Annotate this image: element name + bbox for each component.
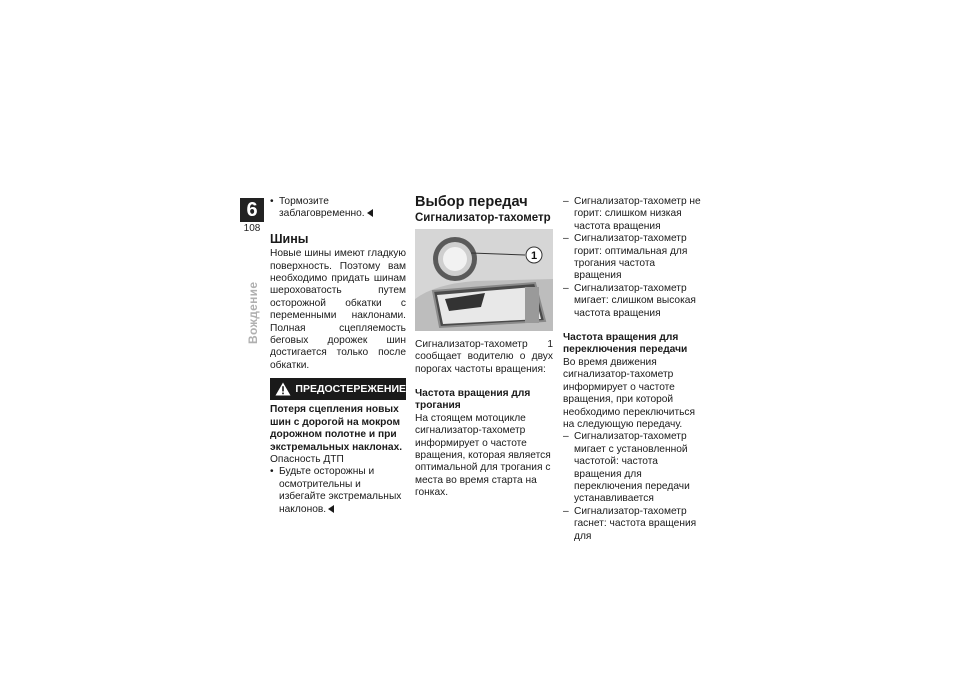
warning-label: ПРЕДОСТЕРЕЖЕНИЕ: [295, 383, 406, 396]
warning-bullet: [270, 466, 406, 516]
brake-bullet: [270, 196, 406, 221]
shift-light-intro: Сигнализатор-тахометр 1 сообщает водителю о двух порогах частоты вращения:: [415, 338, 553, 375]
gear-selection-heading: Выбор передач: [415, 194, 528, 210]
figure-callout-number: 1: [530, 249, 538, 262]
chapter-number: 6: [240, 198, 264, 222]
end-mark-icon: [328, 505, 334, 513]
dash-item-4: – Сигнализатор-тахометр мигает с установленной частотой: частота вращения для переключения передачи устанавливается: [563, 431, 702, 505]
page-number: 108: [243, 223, 261, 234]
shift-rpm-heading: Частота вращения для переключения передачи: [563, 332, 688, 356]
chapter-side-label: Вождение: [246, 281, 260, 344]
warning-bullet-text: Будьте осторожны и осмотрительны и избегайте экстремальных наклонов.: [279, 466, 402, 515]
shift-rpm-text: Во время движения сигнализатор-тахометр информирует о частоте вращения, при которой необходимо переключиться на следующую передачу.: [563, 356, 696, 430]
dash-item-3: – Сигнализатор-тахометр мигает: слишком высокая частота вращения: [563, 283, 702, 320]
dash-item-2: – Сигнализатор-тахометр горит: оптимальная для трогания частота вращения: [563, 233, 702, 283]
warning-danger: Опасность ДТП: [270, 453, 344, 465]
shift-light-heading: Сигнализатор-тахометр: [415, 212, 551, 225]
shift-light-figure: [415, 229, 553, 331]
end-mark-icon: [367, 209, 373, 217]
start-rpm-text: На стоящем мотоцикле сигнализатор-тахометр информирует о частоте вращения, которая является оптимальной для трогания с места во время старта на гонках.: [415, 412, 551, 499]
tires-heading: Шины: [270, 231, 309, 246]
column-left: [270, 196, 406, 516]
warning-banner: [270, 378, 406, 400]
column-middle: [415, 196, 553, 500]
tires-text: Новые шины имеют гладкую поверхность. Поэтому вам необходимо придать шинам шероховатость путем осторожной обкатки с переменными наклонами. Полная сцепляемость беговых дорожек шин достигается только после обкатки.: [270, 248, 406, 371]
dash-item-5: – Сигнализатор-тахометр гаснет: частота вращения для: [563, 506, 702, 543]
brake-bullet-line1: Тормозите: [279, 196, 329, 207]
column-right: [563, 196, 702, 543]
warning-triangle-icon: [270, 378, 295, 400]
start-rpm-heading: Частота вращения для трогания: [415, 388, 531, 412]
dash-item-1: – Сигнализатор-тахометр не горит: слишком низкая частота вращения: [563, 196, 702, 233]
brake-bullet-line2: заблаговременно.: [279, 208, 365, 220]
warning-title: Потеря сцепления новых шин с дорогой на мокром дорожном полотне и при экстремальных наклонах.: [270, 404, 403, 453]
